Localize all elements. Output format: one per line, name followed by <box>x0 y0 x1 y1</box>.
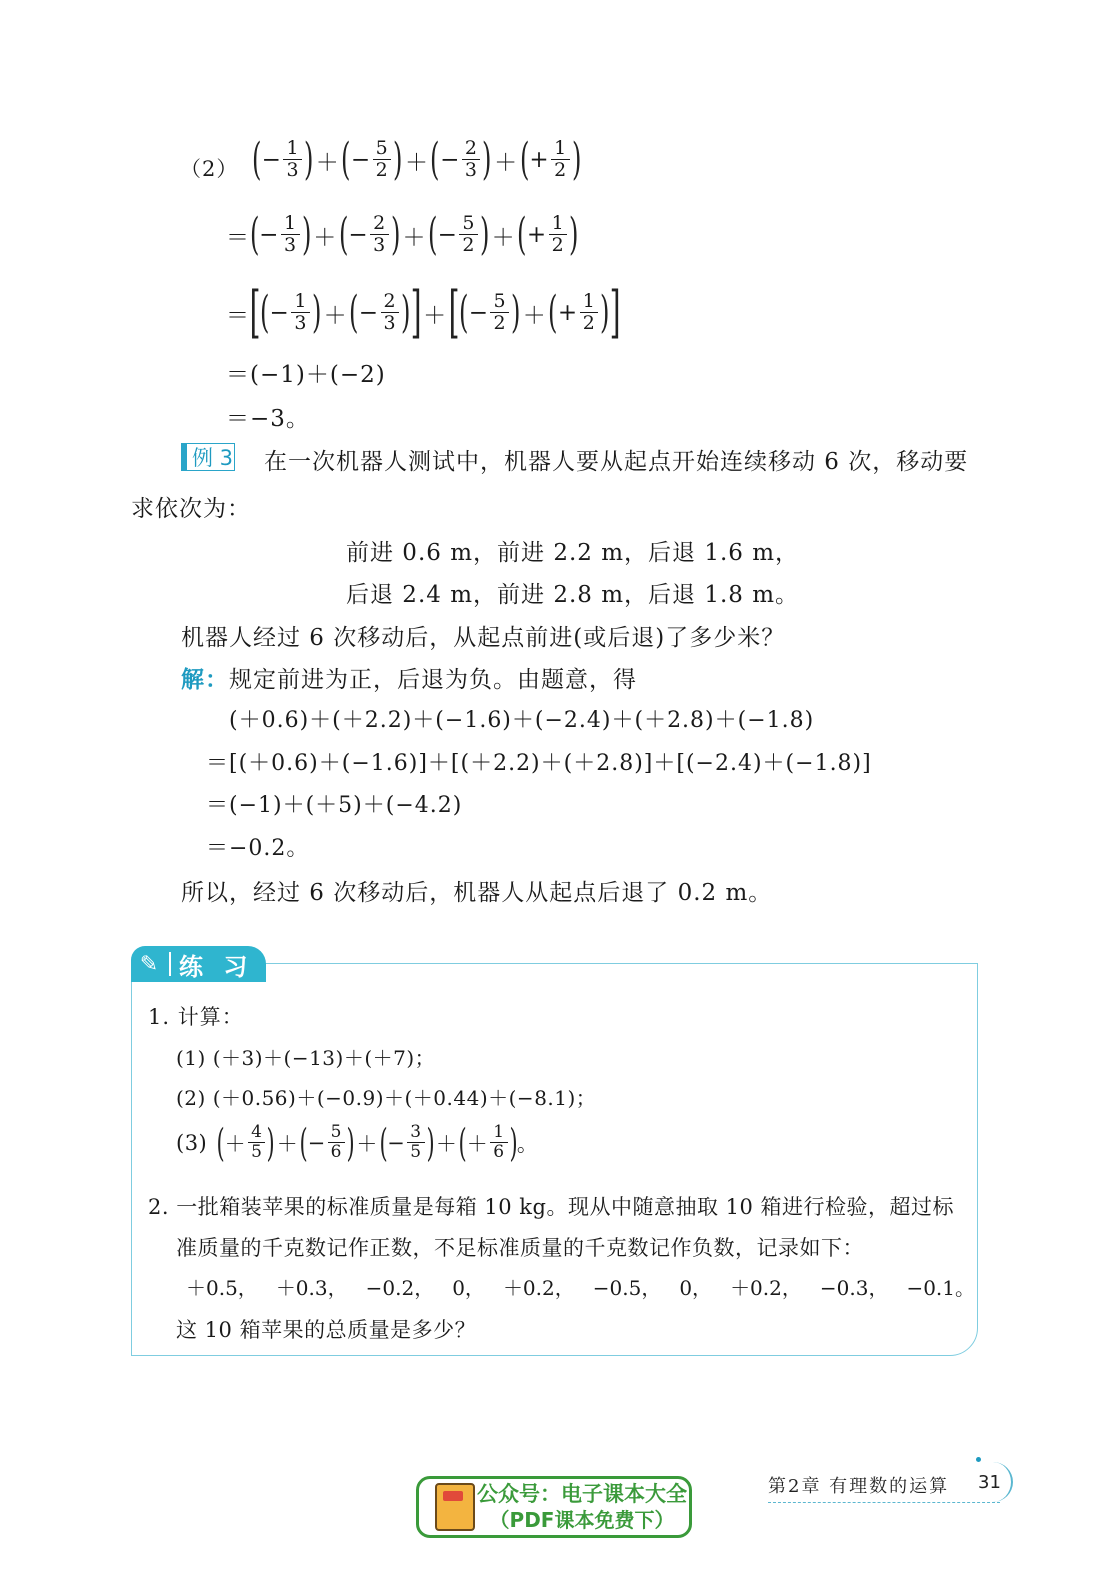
fraction <box>580 292 599 334</box>
numerator: 1 <box>493 1122 505 1143</box>
numerator: 1 <box>551 212 565 235</box>
calc-line4: ＝−0.2。 <box>206 836 310 861</box>
paren-close: ) <box>301 209 312 260</box>
paren-open: ( <box>458 287 469 338</box>
plus: ＋ <box>402 224 426 251</box>
footer-rule <box>768 1502 1000 1503</box>
q1-label: 1. 计算： <box>148 1005 244 1029</box>
record-value: ＋0.2， <box>502 1276 575 1300</box>
q1-c <box>176 1121 539 1165</box>
sign: − <box>307 1131 326 1155</box>
paren-close: ) <box>426 1121 435 1165</box>
bracket-close: ] <box>410 280 422 345</box>
q1-c-end: 。 <box>516 1132 539 1156</box>
numerator: 1 <box>283 212 297 235</box>
conclusion: 所以，经过 6 次移动后，机器人从起点后退了 0.2 m。 <box>181 880 773 906</box>
numerator: 1 <box>582 290 596 313</box>
numerator: 1 <box>554 137 567 160</box>
numerator: 3 <box>410 1122 422 1143</box>
term <box>338 209 401 260</box>
pencil-ruler-icon: ✎ <box>139 951 159 977</box>
paren-open: ( <box>427 209 438 260</box>
paren-close: ) <box>390 209 401 260</box>
term <box>299 1121 355 1165</box>
paren-open: ( <box>259 287 270 338</box>
denominator: 2 <box>551 159 570 181</box>
book-icon <box>435 1483 475 1531</box>
plus: ＋ <box>522 302 547 329</box>
fraction <box>370 214 389 256</box>
record-value: 0， <box>452 1276 485 1300</box>
moves-line1: 前进 0.6 m，前进 2.2 m，后退 1.6 m， <box>346 540 800 566</box>
q2-line1: 2. 一批箱装苹果的标准质量是每箱 10 kg。现从中随意抽取 10 箱进行检验，超过标 <box>148 1195 955 1219</box>
example-text-line1: 在一次机器人测试中，机器人要从起点开始连续移动 6 次，移动要 <box>264 449 969 475</box>
sign: − <box>259 222 279 248</box>
term <box>249 209 312 260</box>
paren-open: ( <box>338 209 349 260</box>
sign: − <box>350 147 371 173</box>
bracket-open: [ <box>249 280 261 345</box>
denominator: 2 <box>373 159 392 181</box>
solution-label: 解： <box>181 667 229 693</box>
fraction <box>248 1124 265 1162</box>
q1-c-label: (3) <box>176 1131 208 1155</box>
sign: − <box>261 147 282 173</box>
plus: ＋ <box>323 302 348 329</box>
sign: − <box>387 1131 406 1155</box>
paren-close: ) <box>569 209 579 260</box>
paren-close: ) <box>509 1121 518 1165</box>
record-value: −0.2， <box>365 1276 435 1300</box>
denominator: 5 <box>248 1142 265 1162</box>
numerator: 2 <box>373 212 386 235</box>
q2-line2: 准质量的千克数记作正数，不足标准质量的千克数记作负数，记录如下： <box>176 1236 864 1260</box>
sign: − <box>468 300 489 326</box>
denominator: 5 <box>407 1142 424 1162</box>
numerator: 2 <box>464 137 478 160</box>
term <box>341 134 403 185</box>
paren-close: ) <box>266 1121 276 1165</box>
denominator: 3 <box>370 234 389 256</box>
fraction <box>328 1124 345 1162</box>
term <box>427 209 490 260</box>
bracket-open: [ <box>448 280 460 345</box>
exercise-tab <box>131 946 266 982</box>
term <box>430 134 493 185</box>
plus: ＋ <box>404 149 429 176</box>
paren-open: ( <box>548 287 558 338</box>
plus: ＋ <box>276 1132 299 1156</box>
paren-open: ( <box>517 209 527 260</box>
paren-close: ) <box>346 1121 355 1165</box>
paren-close: ) <box>304 134 314 185</box>
part2-line1 <box>251 134 582 185</box>
sign: + <box>526 222 547 248</box>
paren-open: ( <box>458 1121 468 1165</box>
q2-question: 这 10 箱苹果的总质量是多少？ <box>176 1318 477 1342</box>
record-value: ＋0.3， <box>275 1276 348 1300</box>
calc-line3: ＝(−1)＋(＋5)＋(−4.2) <box>206 793 463 818</box>
denominator: 3 <box>381 312 400 334</box>
part2-line5: ＝−3。 <box>226 406 310 432</box>
plus: ＋ <box>315 149 340 176</box>
sign: − <box>358 300 379 326</box>
term <box>259 287 322 338</box>
moves-line2: 后退 2.4 m，前进 2.8 m，后退 1.8 m。 <box>346 582 800 608</box>
sign: − <box>348 222 369 248</box>
q2-values <box>186 1272 975 1301</box>
paren-close: ) <box>511 287 521 338</box>
paren-open: ( <box>251 134 262 185</box>
fraction <box>407 1124 424 1162</box>
denominator: 6 <box>490 1142 507 1162</box>
sign: − <box>437 222 458 248</box>
fraction <box>291 292 310 334</box>
example-text-line2: 求依次为： <box>131 496 251 522</box>
term <box>519 134 582 185</box>
watermark-line2: （PDF课本免费下） <box>489 1508 675 1532</box>
plus: ＋ <box>423 302 447 329</box>
term <box>458 1121 518 1165</box>
record-value: −0.1。 <box>906 1276 976 1300</box>
paren-close: ) <box>571 134 582 185</box>
term <box>349 287 411 338</box>
record-value: ＋0.2， <box>730 1276 802 1300</box>
q1-b: (2) (＋0.56)＋(−0.9)＋(＋0.44)＋(−8.1)； <box>176 1086 597 1110</box>
fraction <box>283 139 302 181</box>
numerator: 1 <box>286 137 300 160</box>
watermark-badge <box>416 1476 692 1538</box>
part2-line2 <box>226 209 579 260</box>
term <box>548 287 610 338</box>
part2-line3 <box>226 280 621 345</box>
calc-line2: ＝[(＋0.6)＋(−1.6)]＋[(＋2.2)＋(＋2.8)]＋[(−2.4)＋(−1.8)] <box>206 751 872 776</box>
denominator: 3 <box>281 234 300 256</box>
paren-close: ) <box>401 287 411 338</box>
fraction <box>462 139 481 181</box>
fraction <box>549 214 568 256</box>
numerator: 5 <box>462 212 475 235</box>
plus: ＋ <box>494 149 518 176</box>
fraction <box>490 1124 507 1162</box>
watermark-line1: 公众号：电子课本大全 <box>477 1482 687 1506</box>
equals: ＝ <box>226 224 250 251</box>
sign: ＋ <box>224 1132 247 1156</box>
paren-open: ( <box>349 287 359 338</box>
plus: ＋ <box>356 1132 378 1156</box>
record-value: 0， <box>679 1276 713 1300</box>
chapter-title: 第2章 有理数的运算 <box>768 1476 950 1497</box>
fraction <box>490 292 509 334</box>
calc-line1: (＋0.6)＋(＋2.2)＋(−1.6)＋(−2.4)＋(＋2.8)＋(−1.8) <box>229 708 815 733</box>
fraction <box>551 139 570 181</box>
page-number: 31 <box>978 1472 1001 1493</box>
equals: ＝ <box>226 302 250 329</box>
fraction <box>459 214 478 256</box>
denominator: 2 <box>580 312 599 334</box>
denominator: 2 <box>549 234 568 256</box>
fraction <box>281 214 300 256</box>
paren-close: ) <box>311 287 322 338</box>
plus: ＋ <box>435 1132 458 1156</box>
plus: ＋ <box>491 224 516 251</box>
paren-close: ) <box>600 287 610 338</box>
plus: ＋ <box>313 224 337 251</box>
denominator: 2 <box>490 312 509 334</box>
fraction <box>381 292 400 334</box>
paren-close: ) <box>479 209 490 260</box>
paren-close: ) <box>482 134 493 185</box>
sign: + <box>557 300 578 326</box>
part2-label: （2） <box>180 157 239 181</box>
numerator: 2 <box>383 290 397 313</box>
denominator: 2 <box>459 234 478 256</box>
bracket-close: ] <box>609 280 621 345</box>
q1-a: (1) (＋3)＋(−13)＋(＋7)； <box>176 1046 436 1070</box>
term <box>251 134 314 185</box>
numerator: 5 <box>493 290 507 313</box>
term <box>517 209 579 260</box>
denominator: 3 <box>462 159 481 181</box>
numerator: 1 <box>294 290 307 313</box>
numerator: 5 <box>375 137 389 160</box>
sign: − <box>440 147 460 173</box>
sign: + <box>529 147 550 173</box>
paren-open: ( <box>519 134 530 185</box>
part2-line4: ＝(−1)＋(−2) <box>226 362 386 388</box>
record-value: −0.5， <box>592 1276 662 1300</box>
sign: − <box>269 300 290 326</box>
question: 机器人经过 6 次移动后，从起点前进(或后退)了多少米？ <box>181 625 786 651</box>
denominator: 6 <box>328 1142 345 1162</box>
term <box>379 1121 435 1165</box>
paren-close: ) <box>393 134 403 185</box>
fraction <box>373 139 392 181</box>
paren-open: ( <box>299 1121 309 1165</box>
term <box>458 287 521 338</box>
record-value: ＋0.5， <box>186 1276 258 1300</box>
exercise-title: 练 习 <box>179 952 254 981</box>
numerator: 5 <box>330 1122 342 1143</box>
paren-open: ( <box>341 134 351 185</box>
term <box>216 1121 276 1165</box>
record-value: −0.3， <box>819 1276 889 1300</box>
paren-open: ( <box>249 209 260 260</box>
paren-open: ( <box>430 134 441 185</box>
denominator: 3 <box>283 159 302 181</box>
numerator: 4 <box>251 1122 263 1143</box>
paren-open: ( <box>379 1121 388 1165</box>
paren-open: ( <box>216 1121 226 1165</box>
sign: ＋ <box>466 1132 489 1156</box>
solution-intro: 解：规定前进为正，后退为负。由题意，得 <box>181 667 637 693</box>
denominator: 3 <box>291 312 310 334</box>
example-label: 例 3 <box>181 443 235 471</box>
